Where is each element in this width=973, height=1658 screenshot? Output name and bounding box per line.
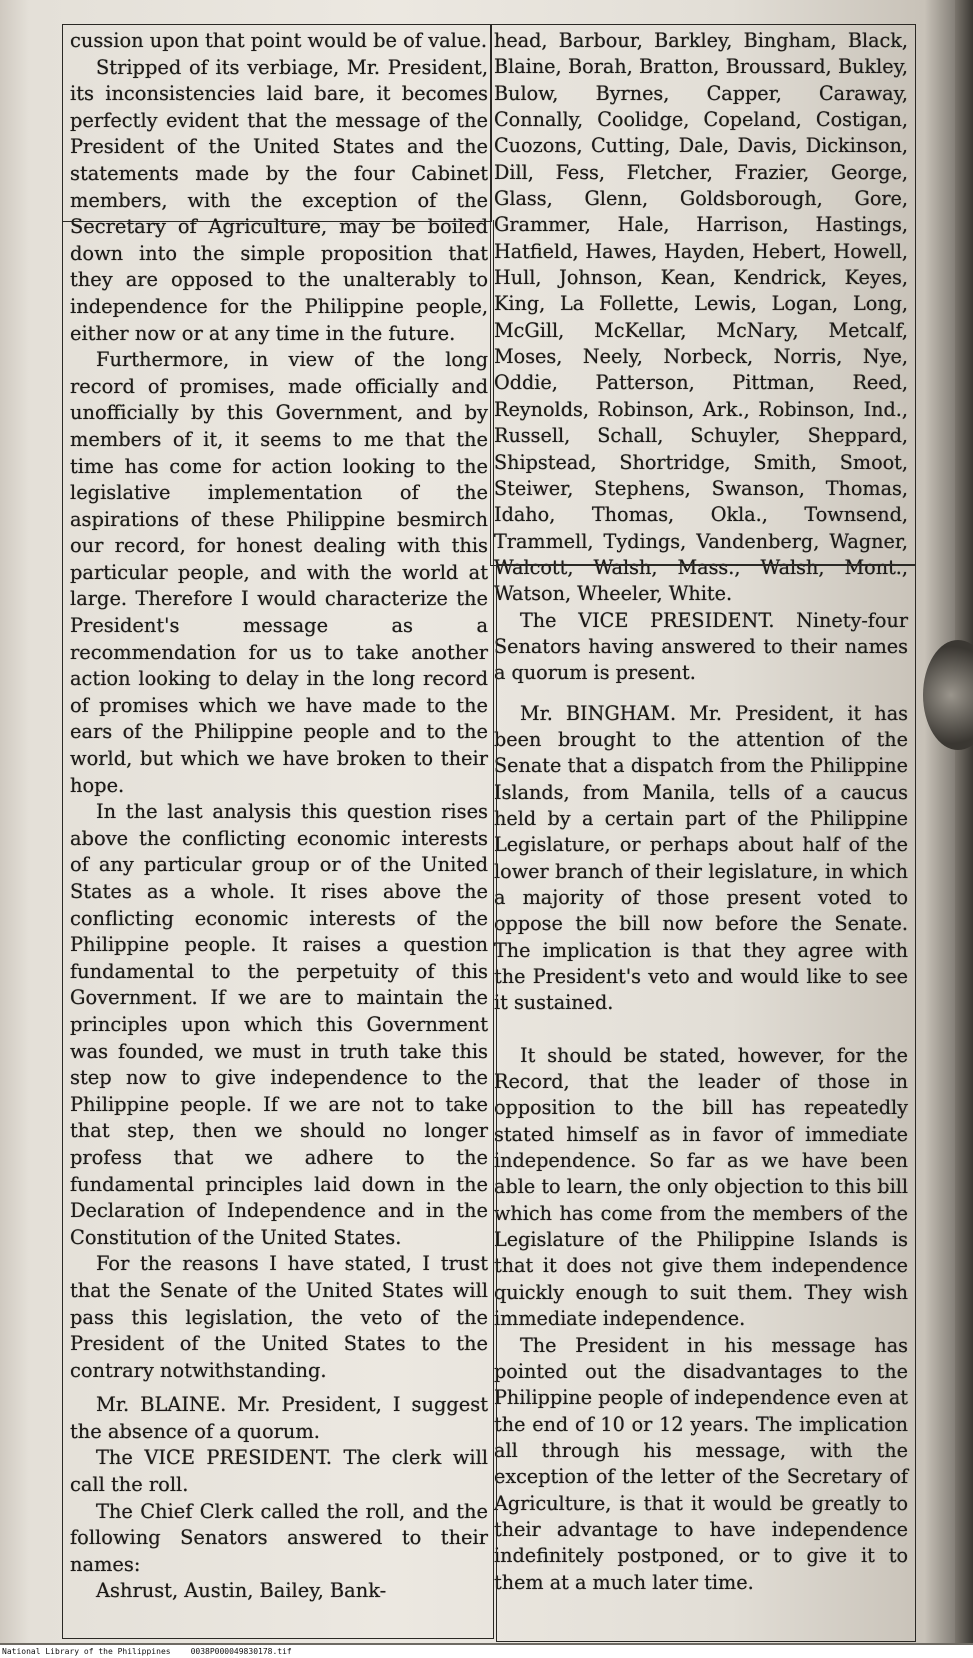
paragraph: Furthermore, in view of the long record of promises, made officially and unofficially by this Government, and by members of it, it seems to me that the time has come for action looking to the legislative implementation of the aspirations of these Philippine besmirch our record, for honest dealing with this particular people, and with the world at large. Therefore I would characterize the President's message as a recommendation for us to take another action looking to delay in the long record of promises which we have made to the ears of the Philippine people and to the world, but which we have broken to their hope. <box>70 348 488 797</box>
paragraph: The VICE PRESIDENT. The clerk will call the roll. <box>70 1446 488 1497</box>
paragraph: Ashrust, Austin, Bailey, Bank- <box>96 1579 387 1603</box>
paragraph: cussion upon that point would be of value. <box>70 29 487 52</box>
right-column <box>494 28 908 1596</box>
paragraph: Stripped of its verbiage, Mr. President, its inconsistencies laid bare, it becomes perfectly evident that the message of the President of the United States and the statements made by the four Cabinet members, with the exception of the Secretary of Agriculture, may be boiled down into the simple proposition that they are opposed to the unalterably to independence for the Philippine people, either now or at any time in the future. <box>70 55 488 345</box>
footer-filename: 0038P000049830178.tif <box>190 1647 292 1656</box>
paragraph: For the reasons I have stated, I trust that the Senate of the United States will pass this legislation, the veto of the President of the United States to the contrary notwithstanding. <box>70 1252 488 1382</box>
paragraph: The Chief Clerk called the roll, and the following Senators answered to their names: <box>70 1499 488 1576</box>
paragraph: The President in his message has pointed out the disadvantages to the Philippine people of independence even at the end of 10 or 12 years. The implication all through his message, with the exception of the letter of the Secretary of Agriculture, is that it would be greatly to their advantage to have independence indefinitely postponed, or to give it to them at a much later time. <box>494 1333 908 1594</box>
paragraph: Mr. BINGHAM. Mr. President, it has been brought to the attention of the Senate that a dispatch from the Philippine Islands, from Manila, tells of a caucus held by a certain part of the Philippine Legislature, or perhaps about half of the lower branch of their legislature, in which a majority of those present voted to oppose the bill now before the Senate. The implication is that they agree with the President's veto and would like to see it sustained. <box>494 701 908 1015</box>
paragraph: It should be stated, however, for the Record, that the leader of those in opposition to the bill has repeatedly stated himself as in favor of immediate independence. So far as we have been able to learn, the only objection to this bill which has come from the members of the Legislature of the Philippine Islands is that it does not give them independence quickly enough to suit them. They wish immediate independence. <box>494 1043 908 1331</box>
footer-source: National Library of the Philippines <box>2 1647 171 1656</box>
paragraph: head, Barbour, Barkley, Bingham, Black, Blaine, Borah, Bratton, Broussard, Bukley, Bulow, Byrnes, Capper, Caraway, Connally, Coolidge, Copeland, Costigan, Cuozons, Cutting, Dale, Davis, Dickinson, Dill, Fess, Fletcher, Frazier, George, Glass, Glenn, Goldsborough, Gore, Grammer, Hale, Harrison, Hastings, Hatfield, Hawes, Hayden, Hebert, Howell, Hull, Johnson, Kean, Kendrick, Keyes, King, La Follette, Lewis, Logan, Long, McGill, McKellar, McNary, Metcalf, Moses, Neely, Norbeck, Norris, Nye, Oddie, Patterson, Pittman, Reed, Reynolds, Robinson, Ark., Robinson, Ind., Russell, Schall, Schuyler, Sheppard, Shipstead, Shortridge, Smith, Smoot, Steiwer, Stephens, Swanson, Thomas, Idaho, Thomas, Okla., Townsend, Trammell, Tydings, Vandenberg, Wagner, Walcott, Walsh, Mass., Walsh, Mont., Watson, Wheeler, White. <box>494 29 908 606</box>
page-edge-shadow <box>955 0 973 1643</box>
paragraph: Mr. BLAINE. Mr. President, I suggest the absence of a quorum. <box>70 1393 488 1443</box>
left-column <box>70 28 488 1605</box>
scan-footer <box>0 1645 973 1658</box>
paragraph: In the last analysis this question rises above the conflicting economic interests of any particular group or of the United States as a whole. It rises above the conflicting economic interests of the Philippine people. It raises a question fundamental to the perpetuity of this Government. If we are to maintain the principles upon which this Government was founded, we must in truth take this step now to give independence to the Philippine people. If we are not to take that step, then we should no longer profess that we adhere to the fundamental principles laid down in the Declaration of Independence and in the Constitution of the United States. <box>70 800 488 1249</box>
paragraph: The VICE PRESIDENT. Ninety-four Senators having answered to their names a quorum is present. <box>494 608 908 685</box>
